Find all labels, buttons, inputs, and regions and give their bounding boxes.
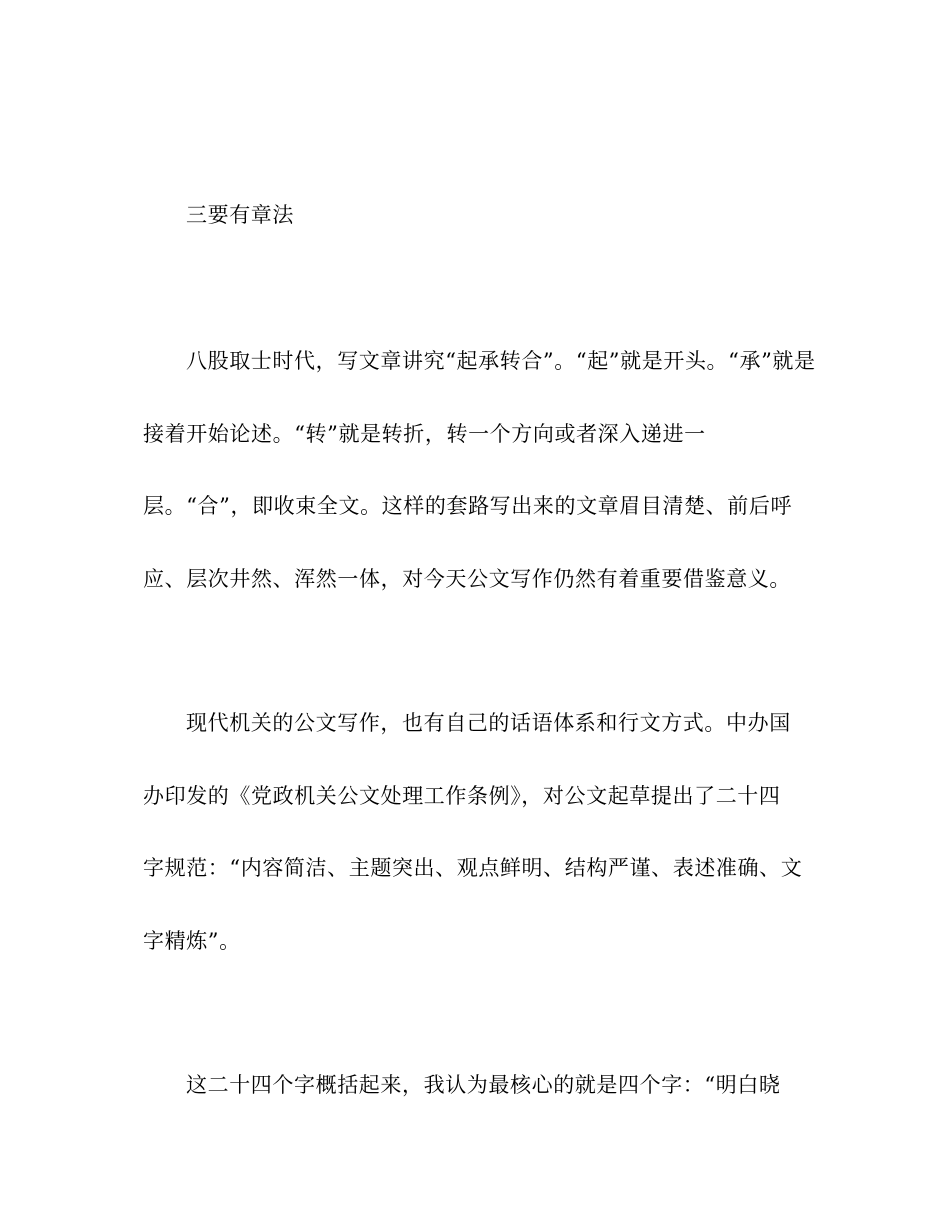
paragraph-2-line-2: 办印发的《党政机关公文处理工作条例》，对公文起草提出了二十四	[143, 784, 781, 808]
section-heading: 三要有章法	[186, 203, 294, 227]
paragraph-2-line-3: 字规范：“内容简洁、主题突出、观点鲜明、结构严谨、表述准确、文	[143, 856, 803, 880]
paragraph-1-line-3: 层。“合”，即收束全文。这样的套路写出来的文章眉目清楚、前后呼	[143, 494, 793, 518]
paragraph-3-line-1: 这二十四个字概括起来，我认为最核心的就是四个字：“明白晓	[186, 1073, 781, 1097]
paragraph-2-line-4: 字精炼”。	[143, 929, 241, 953]
paragraph-2-line-1: 现代机关的公文写作，也有自己的话语体系和行文方式。中办国	[186, 711, 791, 735]
paragraph-1-line-2: 接着开始论述。“转”就是转折，转一个方向或者深入递进一	[143, 422, 706, 446]
paragraph-1-line-1: 八股取士时代，写文章讲究“起承转合”。“起”就是开头。“承”就是	[186, 349, 816, 373]
paragraph-1-line-4: 应、层次井然、浑然一体，对今天公文写作仍然有着重要借鉴意义。	[143, 567, 791, 591]
